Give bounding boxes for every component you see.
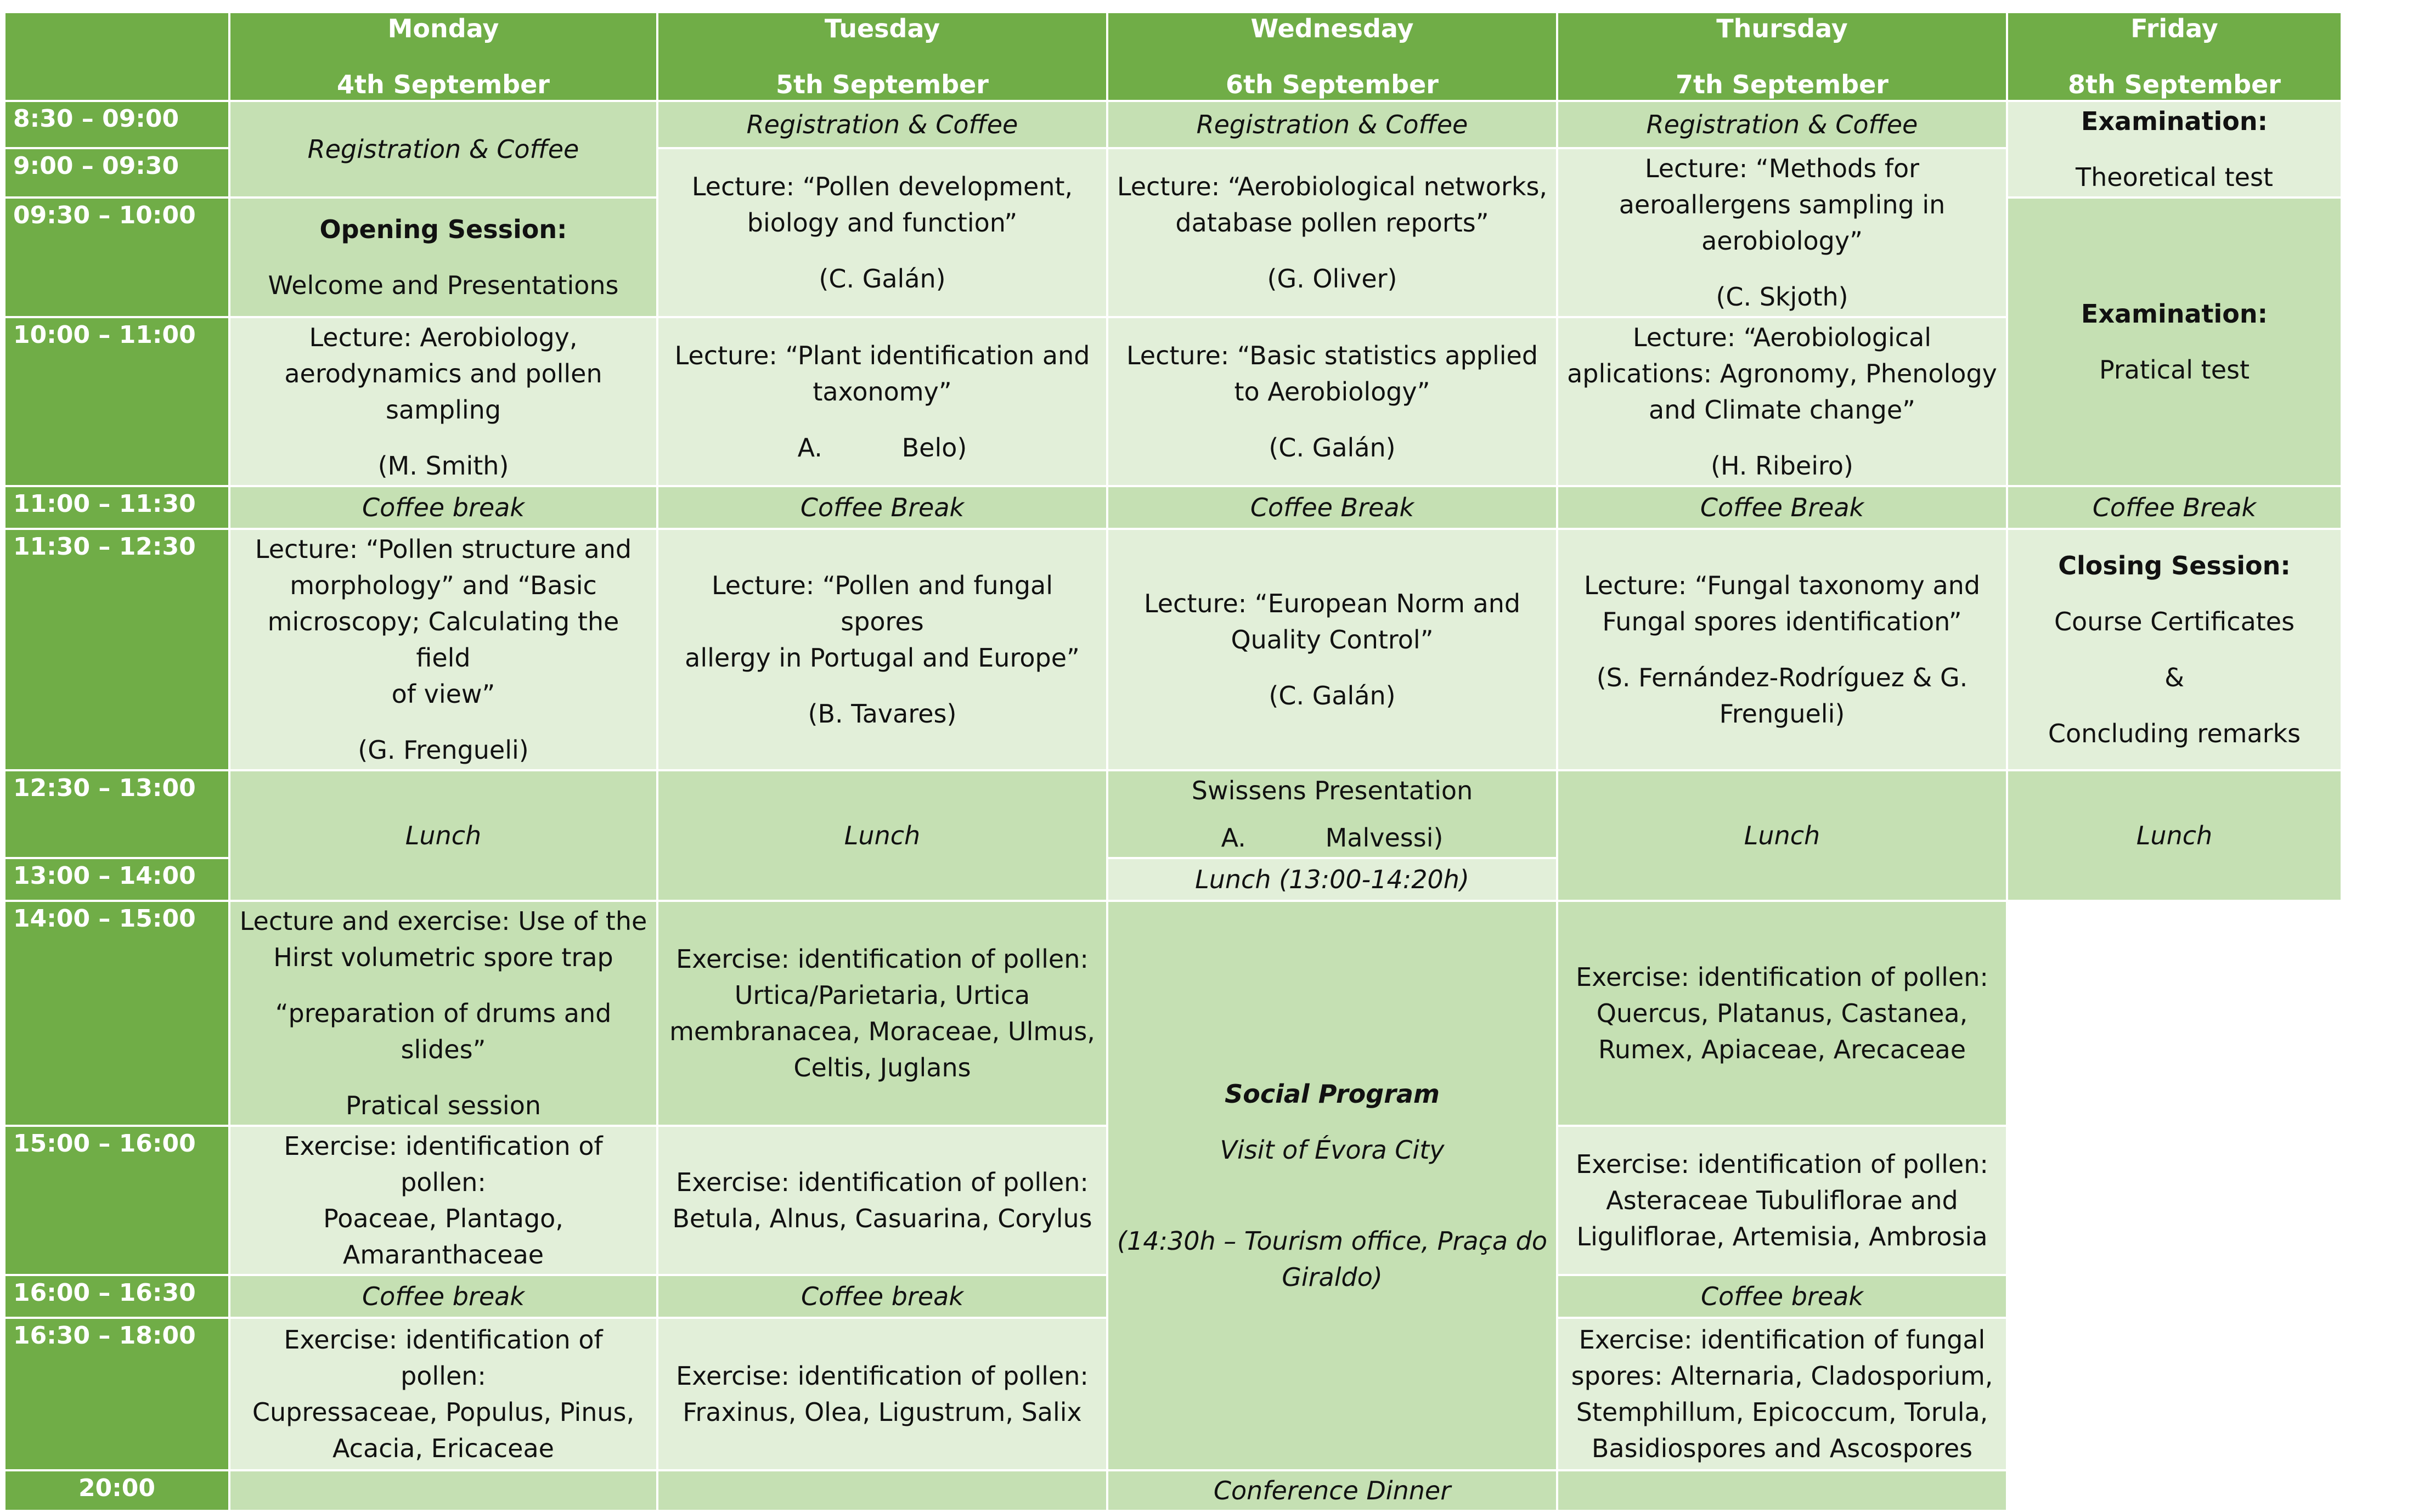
- friday-lunch: Lunch: [2007, 770, 2342, 901]
- monday-exercise-cupressaceae: Exercise: identification of pollen: Cupressaceae, Populus, Pinus, Acacia, Ericaceae: [229, 1318, 657, 1470]
- thursday-lunch: Lunch: [1557, 770, 2007, 901]
- monday-registration: Registration & Coffee: [229, 101, 657, 198]
- time-label: 8:30 – 09:00: [4, 101, 229, 148]
- row-1100: [4, 486, 2342, 529]
- tuesday-exercise-urtica: Exercise: identification of pollen: Urtica/Parietaria, Urtica membranacea, Moraceae, Ulmus, Celtis, Juglans: [657, 901, 1107, 1126]
- thursday-lecture-fungal-taxonomy: Lecture: “Fungal taxonomy and Fungal spores identification” (S. Fernández-Rodríguez & G. Frengueli): [1557, 529, 2007, 770]
- time-label: 12:30 – 13:00: [4, 770, 229, 858]
- thursday-exercise-asteraceae: Exercise: identification of pollen: Asteraceae Tubuliflorae and Liguliflorae, Artemisia, Ambrosia: [1557, 1126, 2007, 1275]
- time-label: 16:30 – 18:00: [4, 1318, 229, 1470]
- monday-evening-empty: [229, 1470, 657, 1511]
- monday-hirst-trap-session: Lecture and exercise: Use of the Hirst volumetric spore trap “preparation of drums and slides” Pratical session: [229, 901, 657, 1126]
- wednesday-lecture-statistics: Lecture: “Basic statistics applied to Aerobiology” (C. Galán): [1107, 317, 1557, 486]
- header-row: [4, 12, 2342, 101]
- thursday-registration: Registration & Coffee: [1557, 101, 2007, 148]
- time-label: 16:00 – 16:30: [4, 1275, 229, 1318]
- monday-exercise-poaceae: Exercise: identification of pollen: Poaceae, Plantago, Amaranthaceae: [229, 1126, 657, 1275]
- header-tuesday: Tuesday 5th September: [657, 12, 1107, 101]
- friday-closing-session: Closing Session: Course Certificates & Concluding remarks: [2007, 529, 2342, 770]
- tuesday-lecture-plant-identification: Lecture: “Plant identification and taxonomy” A. Belo): [657, 317, 1107, 486]
- tuesday-exercise-betula: Exercise: identification of pollen: Betula, Alnus, Casuarina, Corylus: [657, 1126, 1107, 1275]
- time-label: 11:00 – 11:30: [4, 486, 229, 529]
- thursday-lecture-applications: Lecture: “Aerobiological aplications: Agronomy, Phenology and Climate change” (H. Ribeiro): [1557, 317, 2007, 486]
- header-monday: Monday 4th September: [229, 12, 657, 101]
- thursday-exercise-fungal-spores: Exercise: identification of fungal spores: Alternaria, Cladosporium, Stemphillum, Epicoccum, Torula, Basidiospores and Ascospores: [1557, 1318, 2007, 1470]
- monday-lunch: Lunch: [229, 770, 657, 901]
- course-schedule-table: [3, 11, 2343, 1512]
- thursday-exercise-quercus: Exercise: identification of pollen: Quercus, Platanus, Castanea, Rumex, Apiaceae, Arecaceae: [1557, 901, 2007, 1126]
- tuesday-evening-empty: [657, 1470, 1107, 1511]
- time-label: 9:00 – 09:30: [4, 148, 229, 198]
- row-1230: [4, 770, 2342, 858]
- time-label: 20:00: [4, 1470, 229, 1511]
- thursday-afternoon-coffee: Coffee break: [1557, 1275, 2007, 1318]
- row-1400: [4, 901, 2342, 1126]
- friday-theoretical-exam: Examination: Theoretical test: [2007, 101, 2342, 198]
- monday-afternoon-coffee: Coffee break: [229, 1275, 657, 1318]
- thursday-coffee-break: Coffee Break: [1557, 486, 2007, 529]
- monday-coffee-break: Coffee break: [229, 486, 657, 529]
- tuesday-lecture-pollen-development: Lecture: “Pollen development, biology and function” (C. Galán): [657, 148, 1107, 317]
- monday-opening-session: Opening Session: Welcome and Presentations: [229, 198, 657, 317]
- wednesday-lecture-networks: Lecture: “Aerobiological networks, database pollen reports” (G. Oliver): [1107, 148, 1557, 317]
- row-2000: [4, 1470, 2342, 1511]
- time-label: 13:00 – 14:00: [4, 858, 229, 901]
- wednesday-conference-dinner: Conference Dinner: [1107, 1470, 1557, 1511]
- tuesday-afternoon-coffee: Coffee break: [657, 1275, 1107, 1318]
- wednesday-lunch: Lunch (13:00-14:20h): [1107, 858, 1557, 901]
- monday-lecture-pollen-structure: Lecture: “Pollen structure and morphology” and “Basic microscopy; Calculating the field of view” (G. Frengueli): [229, 529, 657, 770]
- header-friday: Friday 8th September: [2007, 12, 2342, 101]
- row-1000: [4, 317, 2342, 486]
- thursday-evening-empty: [1557, 1470, 2007, 1511]
- monday-lecture-aerobiology: Lecture: Aerobiology, aerodynamics and pollen sampling (M. Smith): [229, 317, 657, 486]
- time-label: 09:30 – 10:00: [4, 198, 229, 317]
- friday-practical-exam: Examination: Pratical test: [2007, 198, 2342, 486]
- friday-empty-afternoon: [2007, 901, 2342, 1511]
- wednesday-social-program: Social Program Visit of Évora City (14:30h – Tourism office, Praça do Giraldo): [1107, 901, 1557, 1470]
- tuesday-registration: Registration & Coffee: [657, 101, 1107, 148]
- time-label: 14:00 – 15:00: [4, 901, 229, 1126]
- time-label: 11:30 – 12:30: [4, 529, 229, 770]
- time-label: 10:00 – 11:00: [4, 317, 229, 486]
- wednesday-coffee-break: Coffee Break: [1107, 486, 1557, 529]
- wednesday-lecture-european-norm: Lecture: “European Norm and Quality Control” (C. Galán): [1107, 529, 1557, 770]
- header-corner: [4, 12, 229, 101]
- header-thursday: Thursday 7th September: [1557, 12, 2007, 101]
- tuesday-lunch: Lunch: [657, 770, 1107, 901]
- header-wednesday: Wednesday 6th September: [1107, 12, 1557, 101]
- friday-coffee-break: Coffee Break: [2007, 486, 2342, 529]
- row-1130: [4, 529, 2342, 770]
- wednesday-swissens-presentation: Swissens Presentation A. Malvessi): [1107, 770, 1557, 858]
- row-0830: [4, 101, 2342, 148]
- time-label: 15:00 – 16:00: [4, 1126, 229, 1275]
- wednesday-registration: Registration & Coffee: [1107, 101, 1557, 148]
- tuesday-lecture-allergy: Lecture: “Pollen and fungal spores allergy in Portugal and Europe” (B. Tavares): [657, 529, 1107, 770]
- tuesday-exercise-fraxinus: Exercise: identification of pollen: Fraxinus, Olea, Ligustrum, Salix: [657, 1318, 1107, 1470]
- thursday-lecture-sampling-methods: Lecture: “Methods for aeroallergens sampling in aerobiology” (C. Skjoth): [1557, 148, 2007, 317]
- schedule-container: [3, 11, 2341, 1505]
- tuesday-coffee-break: Coffee Break: [657, 486, 1107, 529]
